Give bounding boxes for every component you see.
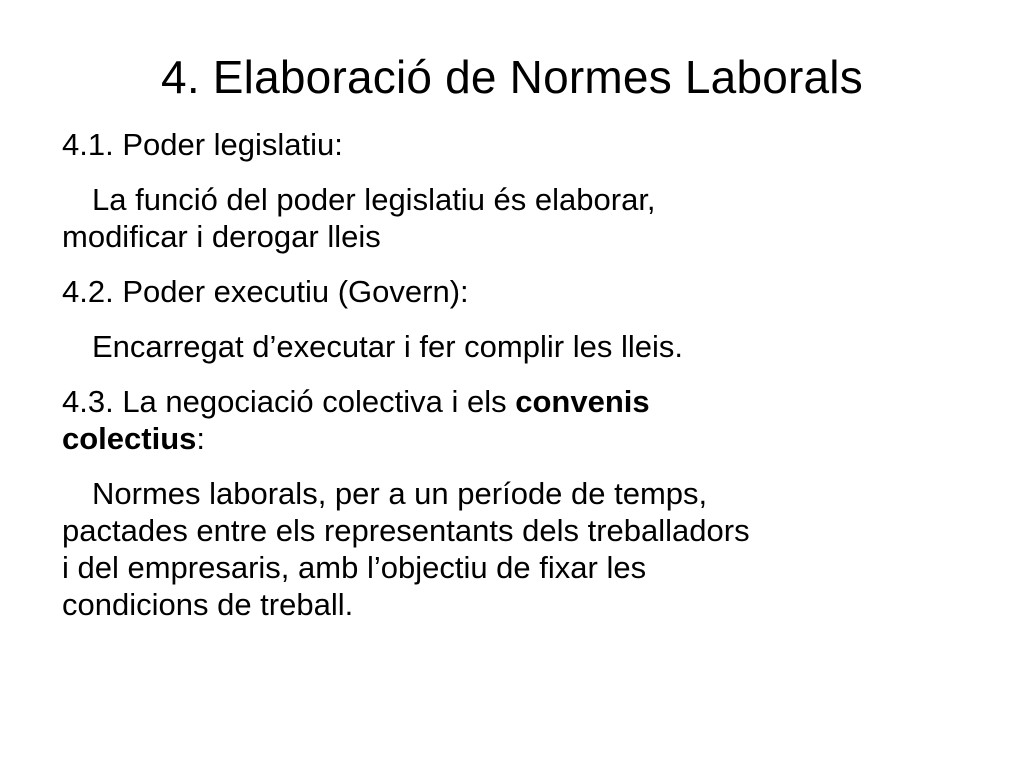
section-heading-4-3-line2: [62, 420, 997, 457]
section-body-text: La funció del poder legislatiu és elaborar,: [92, 182, 656, 217]
section-body-4-3-line1: Normes laborals, per a un període de temps,: [92, 476, 708, 511]
heading-bold-colectius: colectius: [62, 421, 197, 456]
section-body-4-3-line2: pactades entre els representants dels treballadors: [62, 513, 750, 548]
section-body-4-2-line1: Encarregat d’executar i fer complir les lleis.: [92, 329, 683, 364]
heading-prefix: 4.3. La negociació colectiva i els: [62, 384, 516, 419]
section-body-4-3-line3: i del empresaris, amb l’objectiu de fixar les: [62, 550, 647, 585]
section-heading-4-1: 4.1. Poder legislatiu:: [62, 127, 343, 162]
heading-suffix: :: [196, 421, 206, 456]
slide-content: [62, 126, 997, 623]
section-heading-4-3-line1: [62, 383, 997, 420]
slide-title: 4. Elaboració de Normes Laborals: [161, 51, 863, 103]
section-body-4-1-line2: modificar i derogar lleis: [62, 219, 381, 254]
section-heading-4-2: 4.2. Poder executiu (Govern):: [62, 274, 469, 309]
section-body-4-1-line1: [62, 181, 997, 218]
section-body-4-3-line4: condicions de treball.: [62, 587, 354, 622]
heading-bold-convenis: convenis: [515, 384, 650, 419]
